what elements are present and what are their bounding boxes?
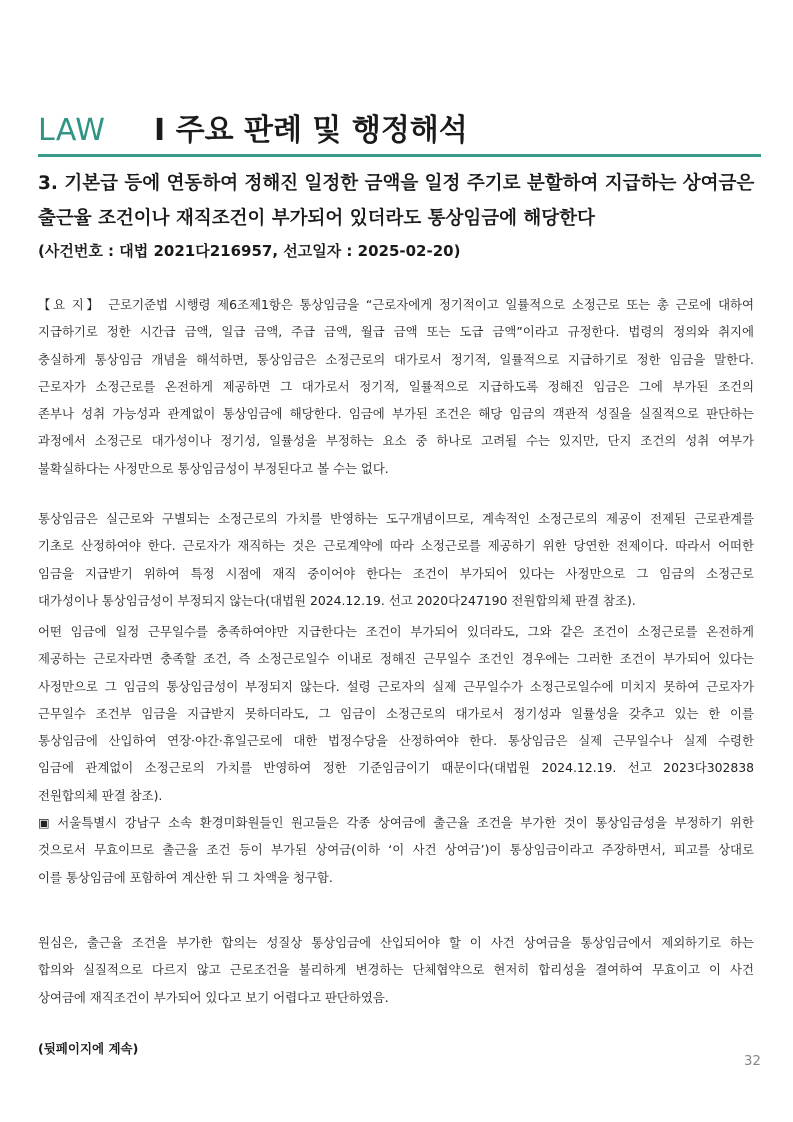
text-line: 제공하는 근로자라면 충족할 조건, 즉 소정근로일수 이내로 정해진 근무일수 조건인 경우에는 그러한 조건이 부가되어 있다는 [38, 651, 754, 667]
article-title-line-2: 출근율 조건이나 재직조건이 부가되어 있더라도 통상임금에 해당한다 [38, 208, 595, 229]
text-line: 존부나 성취 가능성과 관계없이 통상임금에 해당한다. 임금에 부가된 조건은 해당 임금의 객관적 성질을 실질적으로 판단하는 [38, 406, 754, 422]
text-line: 어떤 임금에 일정 근무일수를 충족하여야만 지급한다는 조건이 부가되어 있더라도, 그와 같은 조건이 소정근로를 온전하게 [38, 624, 754, 639]
paragraph-summary [38, 291, 754, 482]
paragraph-ordinary-wage [38, 505, 754, 614]
text-line: 충실하게 통상임금 개념을 해석하면, 통상임금은 소정근로의 대가로서 정기적, 일률적으로 지급하기로 정한 임금을 말한다. [38, 351, 754, 367]
text-line: 사정만으로 그 임금의 통상임금성이 부정되지 않는다. 설령 근로자의 실제 근무일수가 소정근로일수에 미치지 못하여 근로자가 [38, 678, 754, 694]
continued-note: (뒷페이지에 계속) [38, 1041, 139, 1056]
text-line: 이를 통상임금에 포함하여 계산한 뒤 그 차액을 청구함. [38, 869, 333, 885]
text-line: 것으로서 무효이므로 출근율 조건 등이 부가된 상여금(이하 ‘이 사건 상여금’)이 통상임금이라고 주장하면서, 피고를 상대로 [38, 842, 754, 858]
text-line: 임금에 관계없이 소정근로의 가치를 반영하여 정한 기준임금이기 때문이다(대법원 2024.12.19. 선고 2023다302838 [38, 760, 754, 776]
text-line: ▣ 서울특별시 강남구 소속 환경미화원들인 원고들은 각종 상여금에 출근율 조건을 부가한 것이 통상임금성을 부정하기 위한 [38, 815, 754, 831]
text-line: 상여금에 재직조건이 부가되어 있다고 보기 어렵다고 판단하였음. [38, 989, 389, 1005]
text-line: 통상임금은 실근로와 구별되는 소정근로의 가치를 반영하는 도구개념이므로, 계속적인 소정근로의 제공이 전제된 근로관계를 [38, 511, 754, 526]
page-number: 32 [743, 1053, 761, 1069]
text-line: 임금을 지급받기 위하여 특정 시점에 재직 중이어야 한다는 조건이 부가되어 있다는 사정만으로 그 임금의 소정근로 [38, 565, 754, 581]
text-line: 【요 지】 근로기준법 시행령 제6조제1항은 통상임금을 “근로자에게 정기적이고 일률적으로 소정근로 또는 총 근로에 대하여 [38, 297, 754, 312]
text-line: 대가성이나 통상임금성이 부정되지 않는다(대법원 2024.12.19. 선고 2020다247190 전원합의체 판결 참조). [38, 592, 636, 608]
text-line: 원심은, 출근율 조건을 부가한 합의는 성질상 통상임금에 산입되어야 할 이 사건 상여금을 통상임금에서 제외하기로 하는 [38, 935, 754, 950]
text-line: 과정에서 소정근로 대가성이나 정기성, 일률성을 부정하는 요소 중 하나로 고려될 수는 있지만, 단지 조건의 성취 여부가 [38, 433, 754, 449]
text-line: 근무일수 조건부 임금을 지급받지 못하더라도, 그 임금이 소정근로의 대가로서 정기성과 일률성을 갖추고 있는 한 이를 [38, 705, 754, 721]
article-title-line-1: 3. 기본급 등에 연동하여 정해진 일정한 금액을 일정 주기로 분할하여 지급하는 상여금은 [38, 173, 755, 194]
law-label: LAW [38, 113, 106, 148]
paragraph-work-days [38, 618, 754, 891]
text-line: 기초로 산정하여야 한다. 근로자가 재직하는 것은 근로계약에 따라 소정근로를 제공하기 위한 당연한 전제이다. 따라서 어떠한 [38, 538, 754, 554]
text-line: 합의와 실질적으로 다르지 않고 근로조건을 불리하게 변경하는 단체협약으로 현저히 합리성을 결여하여 무효이고 이 사건 [38, 962, 754, 978]
text-line: 불확실하다는 사정만으로 통상임금성이 부정된다고 볼 수는 없다. [38, 460, 389, 476]
section-title: I 주요 판례 및 행정해석 [154, 113, 468, 148]
article-title [38, 166, 761, 236]
section-header [38, 112, 761, 157]
paragraph-lower-court [38, 929, 754, 1011]
text-line: 근로자가 소정근로를 온전하게 제공하면 그 대가로서 정기적, 일률적으로 지급하도록 정해진 임금은 그에 부가된 조건의 [38, 378, 754, 394]
case-info: (사건번호 : 대법 2021다216957, 선고일자 : 2025-02-20) [38, 242, 461, 260]
text-line: 전원합의체 판결 참조). [38, 787, 163, 803]
text-line: 지급하기로 정한 시간급 금액, 일급 금액, 주급 금액, 월급 금액 또는 도급 금액”이라고 규정한다. 법령의 정의와 취지에 [38, 324, 754, 340]
text-line: 통상임금에 산입하여 연장·야간·휴일근로에 대한 법정수당을 산정하여야 한다. 통상임금은 실제 근무일수나 실제 수령한 [38, 733, 754, 749]
